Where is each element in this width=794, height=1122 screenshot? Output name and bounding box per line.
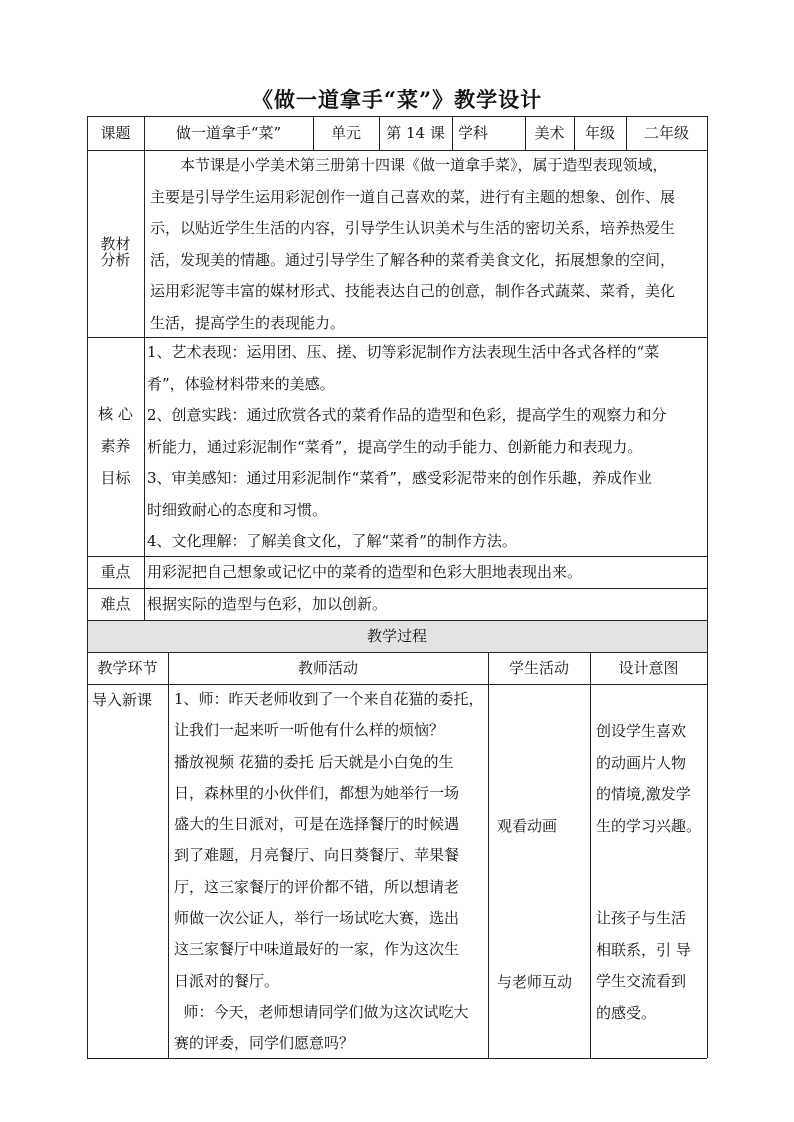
- teacher-line: 到了难题，月亮餐厅、向日葵餐厅、苹果餐: [174, 846, 460, 865]
- intent-line: 创设学生喜欢: [596, 722, 687, 740]
- label-grade: 年级: [584, 124, 615, 142]
- teacher-line: 盛大的生日派对，可是在选择餐厅的时候遇: [174, 815, 460, 834]
- document-title: 《做一道拿手“菜”》教学设计: [251, 87, 543, 112]
- teacher-line: 赛的评委，同学们愿意吗？: [174, 1034, 355, 1053]
- teacher-line: 日，森林里的小伙伴们，都想为她举行一场: [174, 783, 460, 802]
- course-name: 做一道拿手“菜”: [175, 124, 282, 142]
- goal-line: 1、艺术表现：运用团、压、搓、切等彩泥制作方法表现生活中各式各样的“菜: [147, 343, 660, 361]
- student-activity-interact: 与老师互动: [497, 973, 573, 991]
- intent-2: [596, 903, 706, 1029]
- intent-line: 生的学习兴趣。: [596, 816, 702, 835]
- goal-line: 析能力，通过彩泥制作“菜肴”，提高学生的动手能力、创新能力和表现力。: [147, 437, 643, 456]
- teacher-line: 播放视频 花猫的委托 后天就是小白兔的生: [174, 752, 454, 771]
- analysis-line: 本节课是小学美术第三册第十四课《做一道拿手菜》，属于造型表现领域，: [150, 156, 668, 174]
- intent-line: 学生交流看到: [596, 972, 687, 990]
- teacher-line: 这三家餐厅中味道最好的一家，作为这次生: [174, 940, 460, 959]
- teacher-line: 师做一次公证人，举行一场试吃大赛，选出: [174, 909, 460, 928]
- teacher-line: 日派对的餐厅。: [174, 971, 280, 990]
- key-point-label: 重点: [100, 563, 131, 581]
- teacher-line: 厅，这三家餐厅的评价都不错，所以想请老: [174, 877, 460, 896]
- intent-1: [596, 716, 706, 842]
- label-unit: 单元: [330, 124, 361, 142]
- stage-label: 导入新课: [92, 691, 153, 709]
- unit-value: 第 14 课: [386, 124, 445, 142]
- analysis-line: 运用彩泥等丰富的媒材形式、技能表达自己的创意，制作各式蔬菜、菜肴，美化: [150, 282, 676, 300]
- label-subject: 学科: [458, 124, 489, 142]
- teacher-activity: [174, 684, 486, 1060]
- goal-line: 肴”，体验材料带来的美感。: [147, 374, 335, 393]
- column-header-student: 学生活动: [508, 659, 569, 677]
- goal-line: 4、文化理解：了解美食文化，了解“菜肴”的制作方法。: [147, 532, 517, 550]
- analysis-line: 主要是引导学生运用彩泥创作一道自己喜欢的菜，进行有主题的想象、创作、展: [150, 187, 676, 206]
- teacher-line: 师：今天，老师想请同学们做为这次试吃大: [174, 1002, 469, 1021]
- teacher-line: 让我们一起来听一听他有什么样的烦恼？: [174, 721, 445, 740]
- goals-label-line1: 核 心: [98, 405, 133, 423]
- analysis-line: 活，发现美的情趣。通过引导学生了解各种的菜肴美食文化，拓展想象的空间，: [150, 250, 676, 269]
- column-header-teacher: 教师活动: [297, 659, 358, 677]
- intent-line: 相联系，引 导: [596, 940, 691, 959]
- teacher-line: 1、师：昨天老师收到了一个来自花猫的委托，: [174, 690, 484, 708]
- goal-line: 3、审美感知：通过用彩泥制作“菜肴”，感受彩泥带来的创作乐趣，养成作业: [147, 469, 652, 487]
- goals-text: [147, 337, 705, 558]
- label-course: 课题: [100, 124, 131, 142]
- process-heading: 教学过程: [366, 627, 427, 645]
- analysis-line: 生活，提高学生的表现能力。: [150, 313, 346, 332]
- goals-label-line3: 目标: [100, 469, 131, 487]
- goals-label-line2: 素养: [100, 437, 131, 455]
- goal-line: 时细致耐心的态度和习惯。: [147, 500, 328, 519]
- intent-line: 的动画片人物: [596, 753, 687, 772]
- student-activity-watch: 观看动画: [497, 817, 558, 835]
- column-header-stage: 教学环节: [97, 659, 158, 677]
- column-header-intent: 设计意图: [618, 659, 679, 677]
- difficulty-text: 根据实际的造型与色彩，加以创新。: [147, 595, 388, 613]
- grade-value: 二年级: [643, 124, 689, 142]
- difficulty-label: 难点: [100, 595, 131, 613]
- subject-value: 美术: [534, 124, 565, 142]
- intent-line: 的感受。: [596, 1003, 657, 1022]
- key-point-text: 用彩泥把自己想象或记忆中的菜肴的造型和色彩大胆地表现出来。: [147, 563, 583, 581]
- goal-line: 2、创意实践：通过欣赏各式的菜肴作品的造型和色彩，提高学生的观察力和分: [147, 406, 667, 424]
- analysis-text: [150, 150, 706, 339]
- analysis-label-line2: 分析: [100, 251, 131, 269]
- analysis-line: 示，以贴近学生生活的内容，引导学生认识美术与生活的密切关系，培养热爱生: [150, 219, 676, 237]
- intent-line: 让孩子与生活: [596, 909, 687, 927]
- analysis-label-line1: 教材: [100, 235, 131, 253]
- intent-line: 的情境,激发学: [596, 785, 691, 803]
